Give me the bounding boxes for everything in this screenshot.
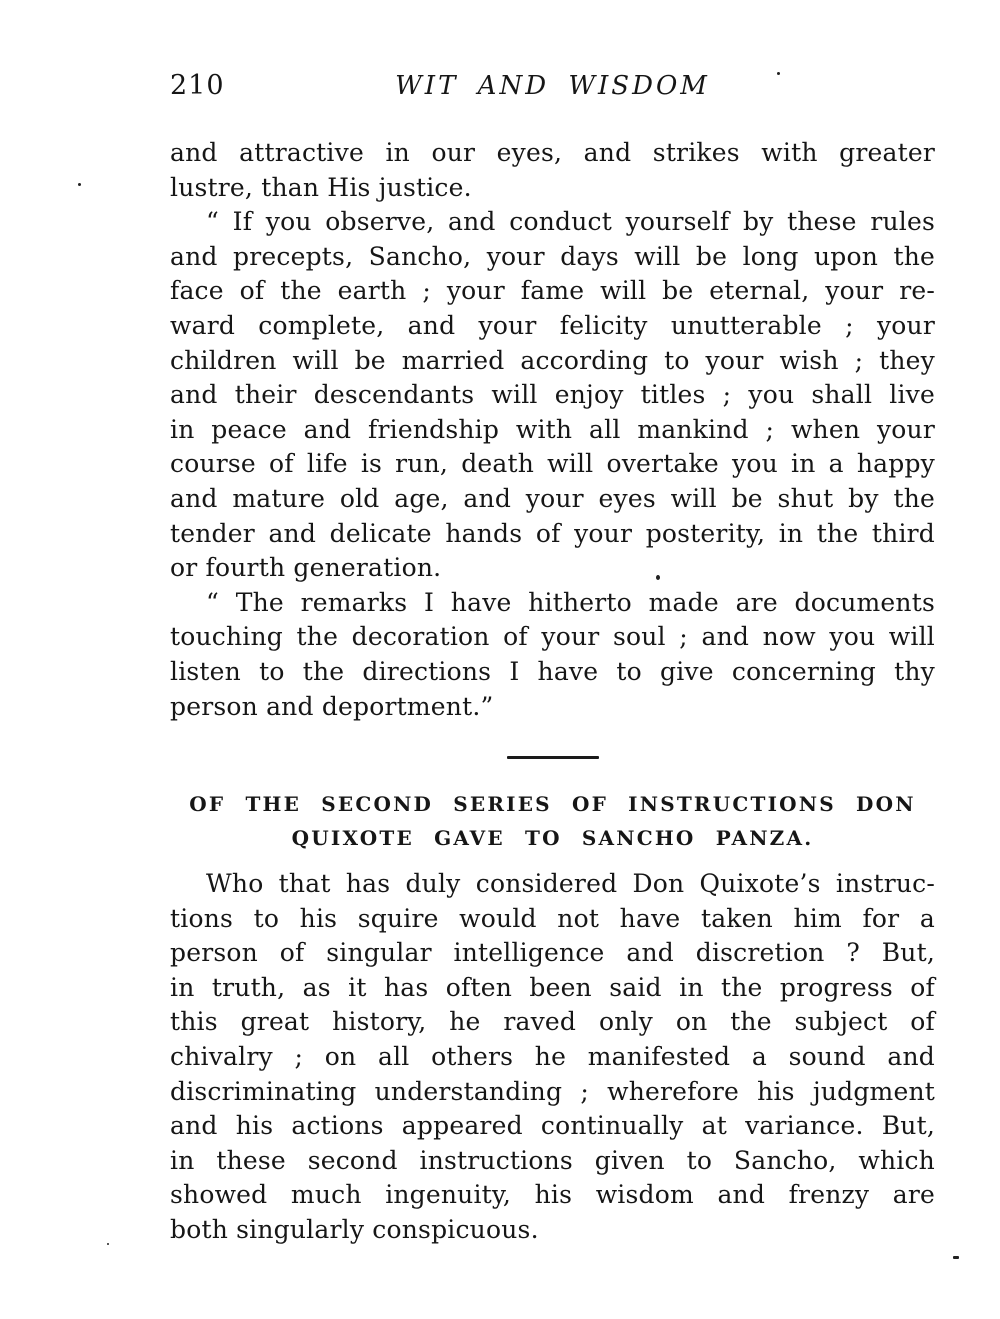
text-line: children will be married according to your wish ; they <box>170 345 935 375</box>
text-line: and attractive in our eyes, and strikes with greater <box>170 138 935 167</box>
paragraph <box>170 867 935 1248</box>
text-line: in these second instructions given to Sancho, which <box>170 1145 935 1175</box>
text-line: course of life is run, death will overtake you in a happy <box>170 449 935 479</box>
text-line: this great history, he raved only on the subject of <box>170 1007 935 1037</box>
section-divider <box>507 756 599 759</box>
section-heading-line: OF THE SECOND SERIES OF INSTRUCTIONS DON <box>189 792 916 817</box>
text-line: face of the earth ; your fame will be eternal, your re- <box>170 276 935 306</box>
text-line: and mature old age, and your eyes will be shut by the <box>170 483 935 513</box>
scan-speck <box>656 575 660 580</box>
text-line: discriminating understanding ; wherefore his judgment <box>170 1076 935 1106</box>
section-heading <box>170 787 935 855</box>
text-line: in truth, as it has often been said in the progress of <box>170 972 935 1002</box>
text-line: Who that has duly considered Don Quixote’s instruc- <box>206 869 935 899</box>
section-heading-line: QUIXOTE GAVE TO SANCHO PANZA. <box>291 826 814 851</box>
page-body <box>170 136 935 1248</box>
scan-speck <box>777 72 780 75</box>
text-line: and their descendants will enjoy titles ; you shall live <box>170 380 935 410</box>
text-line: “ If you observe, and conduct yourself by these rules <box>206 207 935 237</box>
text-line: tions to his squire would not have taken him for a <box>170 903 935 933</box>
text-line: touching the decoration of your soul ; and now you will <box>170 622 935 652</box>
scan-speck <box>953 1256 959 1259</box>
text-line: both singularly conspicuous. <box>170 1215 539 1245</box>
text-line: ward complete, and your felicity unutterable ; your <box>170 310 935 340</box>
text-line: listen to the directions I have to give concerning thy <box>170 656 935 686</box>
text-line: person of singular intelligence and discretion ? But, <box>170 938 935 968</box>
running-title: WIT AND WISDOM <box>395 71 710 101</box>
scan-speck <box>107 1243 109 1245</box>
text-line: tender and delicate hands of your posterity, in the third <box>170 518 935 548</box>
paragraph <box>170 586 935 724</box>
text-line: chivalry ; on all others he manifested a sound and <box>170 1042 935 1072</box>
text-line: lustre, than His justice. <box>170 172 472 202</box>
text-line: and precepts, Sancho, your days will be long upon the <box>170 241 935 271</box>
running-header <box>170 70 935 106</box>
paragraph <box>170 136 935 205</box>
scan-speck <box>78 183 81 186</box>
text-line: in peace and friendship with all mankind ; when your <box>170 414 935 444</box>
text-line: and his actions appeared continually at variance. But, <box>170 1111 935 1141</box>
paragraph <box>170 205 935 586</box>
page-number: 210 <box>170 70 225 101</box>
text-line: person and deportment.” <box>170 691 494 721</box>
text-line: or fourth generation. <box>170 553 442 583</box>
text-line: “ The remarks I have hitherto made are documents <box>206 587 935 617</box>
text-line: showed much ingenuity, his wisdom and frenzy are <box>170 1180 935 1210</box>
